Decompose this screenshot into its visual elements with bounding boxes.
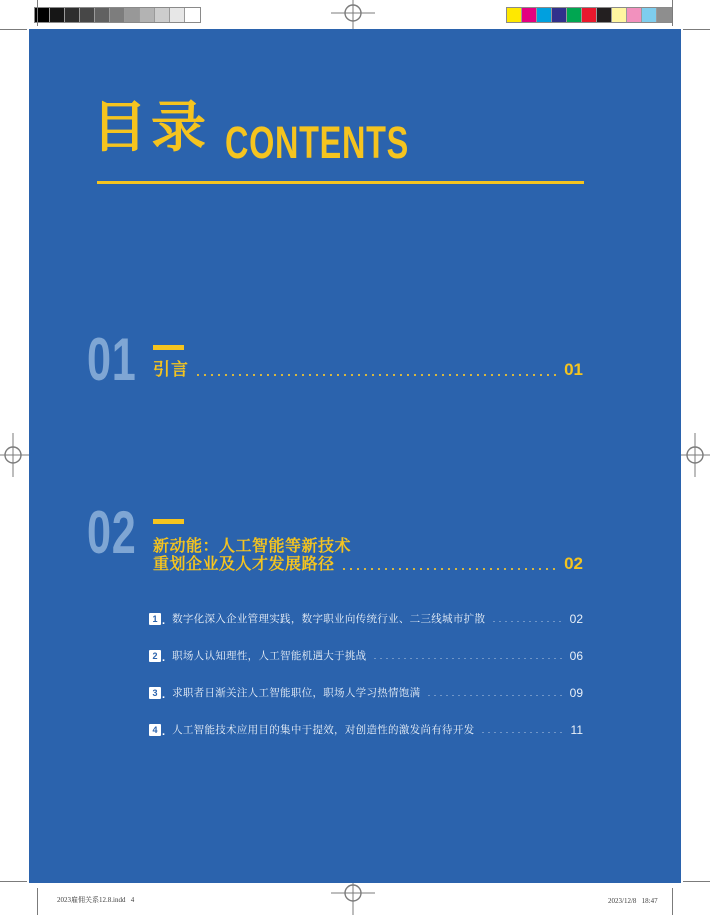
section-2-title-line1: 新动能：人工智能等新技术 [153, 538, 352, 555]
toc-entry-item-2[interactable] [149, 649, 583, 662]
item-4-page-number: 11 [570, 722, 583, 737]
file-slug-text: 2023雇佣关系12.8.indd 4 [57, 896, 135, 904]
calibration-swatch [50, 8, 65, 22]
crop-mark-bottom-left-h [0, 881, 27, 882]
calibration-swatch [140, 8, 155, 22]
page-title-en: CONTENTS [225, 117, 409, 168]
toc-entry-item-1[interactable] [149, 612, 583, 625]
crop-mark-bottom-right-v [672, 888, 673, 915]
dotted-leader [343, 568, 557, 570]
calibration-swatch [80, 8, 95, 22]
calibration-swatch [567, 8, 582, 22]
calibration-swatch [185, 8, 200, 22]
section-2-page-number: 02 [564, 554, 583, 573]
item-index-dot: . [162, 726, 166, 738]
dotted-leader [374, 658, 561, 659]
item-2-page-number: 06 [569, 648, 583, 663]
calibration-swatch [657, 8, 672, 22]
item-index-dot: . [162, 652, 166, 664]
page-title-cn: 目录 [92, 96, 211, 158]
toc-entry-section-2[interactable] [153, 551, 583, 574]
calibration-swatch [65, 8, 80, 22]
item-1-title: 数字化深入企业管理实践，数字职业向传统行业、二三线城市扩散 [172, 613, 486, 625]
crop-mark-top-left-h [0, 29, 27, 30]
toc-subentries [149, 612, 583, 760]
item-3-page-number: 09 [569, 685, 583, 700]
calibration-swatch [537, 8, 552, 22]
section-2-accent-bar [153, 519, 184, 524]
calibration-swatch [582, 8, 597, 22]
item-3-index-badge: 3 [149, 687, 161, 699]
dotted-leader [482, 732, 562, 733]
crop-mark-bottom-right-h [683, 881, 710, 882]
crop-mark-bottom-left-v [37, 888, 38, 915]
timestamp-slug-text: 2023/12/8 18:47 [608, 897, 658, 905]
calibration-swatch [507, 8, 522, 22]
title-underline [97, 181, 584, 184]
grayscale-calibration-bar [34, 7, 201, 23]
dotted-leader [428, 695, 561, 696]
item-index-dot: . [162, 615, 166, 627]
calibration-swatch [612, 8, 627, 22]
calibration-swatch [642, 8, 657, 22]
item-index-dot: . [162, 689, 166, 701]
item-2-title: 职场人认知理性，人工智能机遇大于挑战 [172, 650, 367, 662]
crop-mark-top-right-v [672, 0, 673, 26]
item-4-title: 人工智能技术应用目的集中于提效，对创造性的激发尚有待开发 [172, 724, 475, 736]
calibration-swatch [125, 8, 140, 22]
calibration-swatch [552, 8, 567, 22]
section-1-accent-bar [153, 345, 184, 350]
item-3-title: 求职者日渐关注人工智能职位，职场人学习热情饱满 [172, 687, 421, 699]
calibration-swatch [597, 8, 612, 22]
toc-entry-section-1[interactable] [153, 355, 583, 380]
dotted-leader [197, 374, 556, 376]
calibration-swatch [110, 8, 125, 22]
section-1-title: 引言 [153, 360, 189, 379]
dotted-leader [493, 621, 561, 622]
calibration-swatch [95, 8, 110, 22]
toc-entry-item-4[interactable] [149, 723, 583, 736]
calibration-swatch [627, 8, 642, 22]
item-4-index-badge: 4 [149, 724, 161, 736]
crop-mark-top-left-v [37, 0, 38, 26]
calibration-swatch [170, 8, 185, 22]
section-2-number: 02 [87, 499, 137, 566]
item-2-index-badge: 2 [149, 650, 161, 662]
crop-mark-top-right-h [683, 29, 710, 30]
item-1-index-badge: 1 [149, 613, 161, 625]
color-calibration-bar [506, 7, 673, 23]
item-1-page-number: 02 [569, 611, 583, 626]
calibration-swatch [522, 8, 537, 22]
section-1-number: 01 [87, 326, 137, 393]
toc-entry-item-3[interactable] [149, 686, 583, 699]
section-2-title-line2: 重划企业及人才发展路径 [153, 556, 335, 573]
toc-page [29, 29, 681, 883]
calibration-swatch [155, 8, 170, 22]
section-1-page-number: 01 [564, 360, 583, 379]
